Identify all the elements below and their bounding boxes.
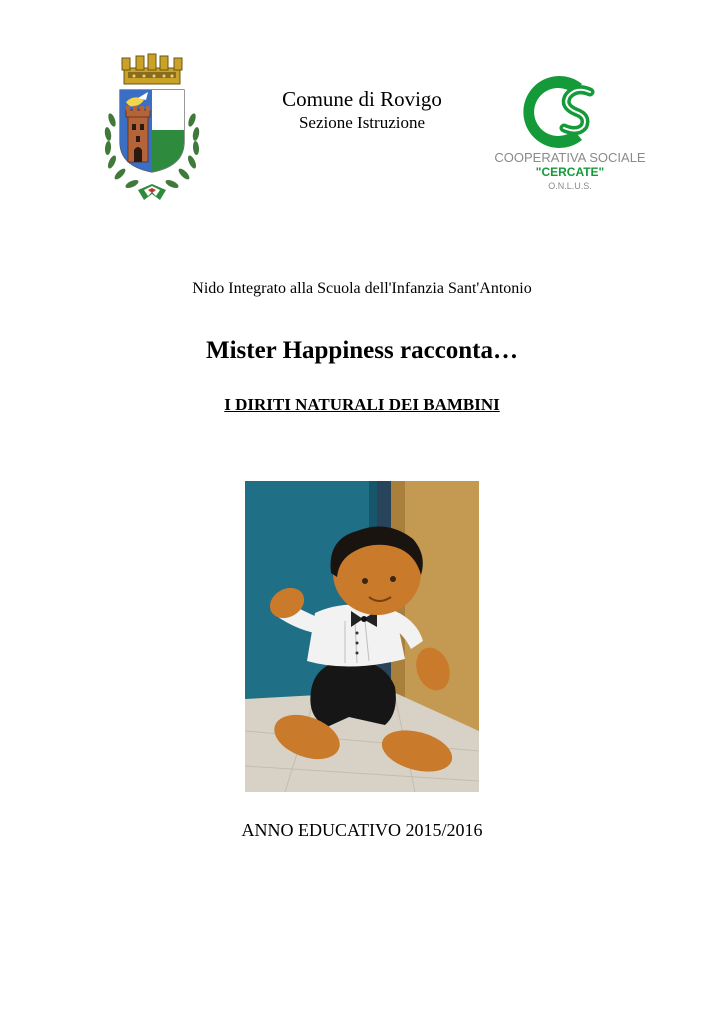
shield-icon — [120, 90, 184, 172]
header-subtitle: Sezione Istruzione — [298, 113, 426, 132]
crown-icon — [122, 54, 182, 84]
plush-doll-photo — [245, 481, 479, 792]
coop-logo-line3: O.N.L.U.S. — [548, 181, 592, 191]
header-block — [232, 86, 492, 134]
cs-cooperative-logo-icon — [490, 70, 650, 195]
coop-logo-line2: "CERCATE" — [535, 165, 605, 179]
subtitle: I DIRITI NATURALI DEI BAMBINI — [224, 395, 500, 414]
header-title: Comune di Rovigo — [282, 87, 442, 111]
subtitle-block — [0, 394, 724, 416]
educational-year: ANNO EDUCATIVO 2015/2016 — [241, 820, 483, 840]
tricolor-ribbon-icon — [138, 184, 166, 200]
school-name: Nido Integrato alla Scuola dell'Infanzia Sant'Antonio — [192, 280, 532, 297]
main-title: Mister Happiness racconta… — [205, 337, 518, 364]
coop-logo-line1: COOPERATIVA SOCIALE — [494, 150, 646, 165]
rovigo-coat-of-arms-icon — [98, 50, 206, 208]
